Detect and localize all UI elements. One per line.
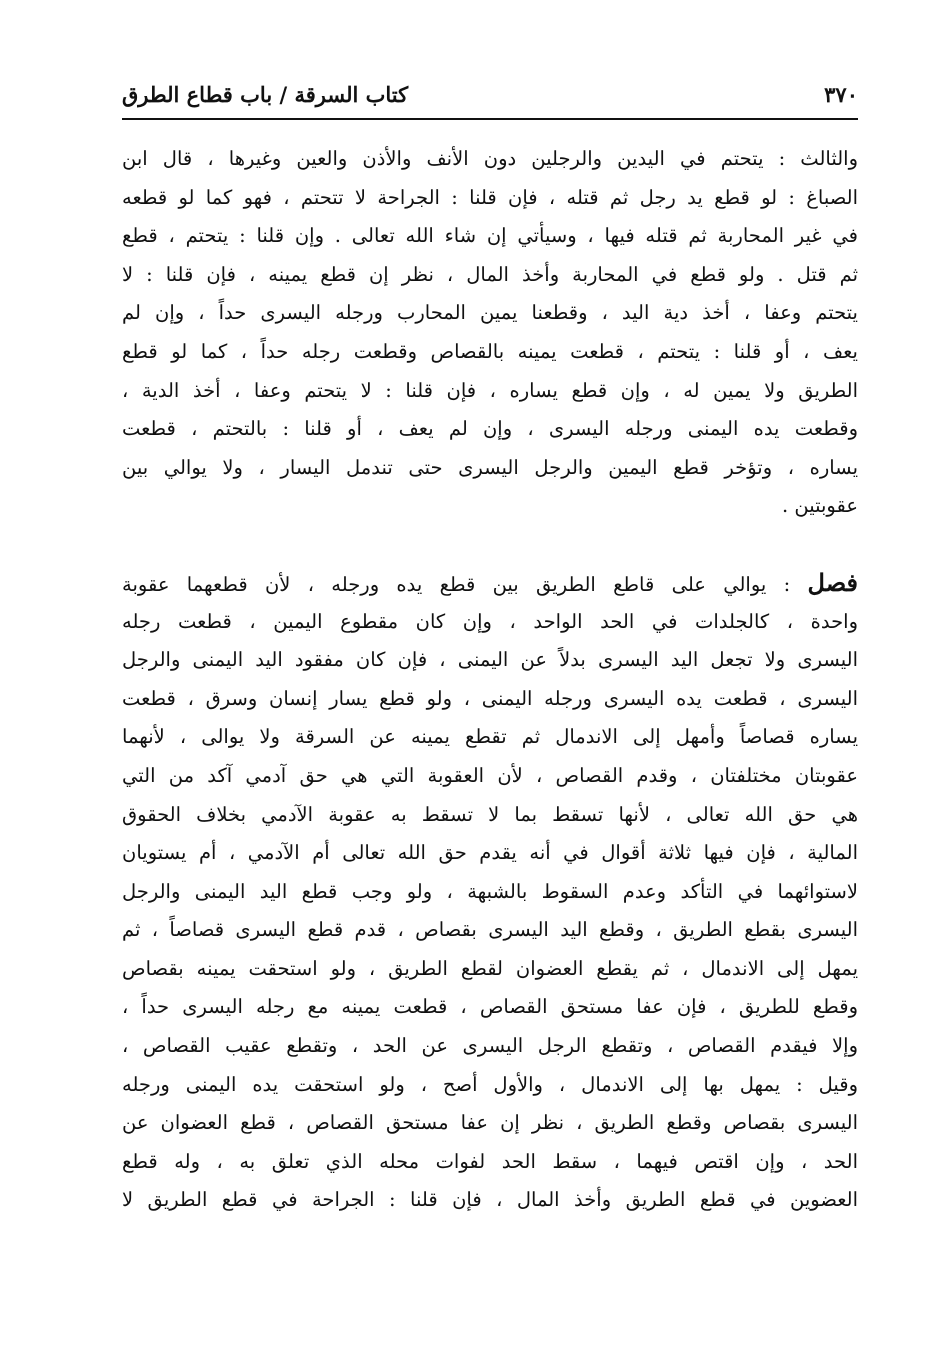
text-line-first [122,564,858,603]
text-line: يمهل إلى الاندمال ، ثم يقطع العضوان لقطع الطريق ، ولو استحقت يمينه بقصاص [122,956,858,980]
text-line: يساره قصاصاً وأمهل إلى الاندمال ثم تقطع يمينه عن السرقة ولا يوالى ، لأنهما [122,725,858,749]
text-line: الطريق ولا يمين له ، وإن قطع يساره ، فإن قلنا : لا يتحتم وعفا ، أخذ الدية ، [122,378,858,402]
section-heading-word: فصل [807,567,858,597]
header-divider [122,118,858,120]
text-line: عقوبتان مختلفتان ، وقدم القصاص ، لأن العقوبة التي هي حق آدمي آكد من التي [122,763,858,787]
text-line: واحدة ، كالجلدات في الحد الواحد ، وإن كان مقطوع اليمين ، قطعت رجله [122,609,858,633]
text-line: وقطعت يده اليمنى ورجله اليسرى ، وإن لم يعف ، أو قلنا : بالتحتم ، قطعت [122,417,858,441]
page-number: ٣٧٠ [824,82,858,107]
text-line: الحد ، وإن اقتص فيهما ، سقط الحد لفوات محله الذي تعلق به ، وله قطع [122,1149,858,1173]
text-line: اليسرى ولا تجعل اليد اليسرى بدلاً عن اليمنى ، فإن كان مفقود اليد اليمنى والرجل [122,648,858,672]
first-line-text: : يوالي على قاطع الطريق بين قطع يده ورجله ، لأن قطعهما عقوبة [122,572,808,596]
text-line: عقوبتين . [781,494,858,518]
text-line: المالية ، فإن فيها ثلاثة أقوال في أنه يقدم حق الله تعالى أم الآدمي ، أم يستويان [122,841,858,865]
text-line: الصباغ : لو قطع يد رجل ثم قتله ، فإن قلنا : الجراحة لا تتحتم ، فهو كما لو قطعه [122,185,858,209]
text-line: لاستوائهما في التأكد وعدم السقوط بالشبهة ، ولو وجب قطع اليد اليمنى والرجل [122,879,858,903]
text-line: وإلا فيقدم القصاص ، وتقطع الرجل اليسرى عن الحد ، وتقطع عقيب القصاص ، [122,1034,858,1058]
text-line: يعف ، أو قلنا : يتحتم ، قطعت يمينه بالقصاص وقطعت رجله حداً ، كما لو قطع [122,339,858,363]
text-line: اليسرى بقطع الطريق ، وقطع اليد اليسرى بقصاص ، قدم قطع اليسرى قصاصاً ، ثم [122,918,858,942]
text-line: وقطع للطريق ، فإن عفا مستحق القصاص ، قطعت يمينه مع رجله اليسرى حداً ، [122,995,858,1019]
text-line: والثالث : يتحتم في اليدين والرجلين دون الأنف والأذن والعين وغيرها ، قال ابن [122,147,858,170]
paragraph-spacer [122,526,858,564]
running-header-title: كتاب السرقة / باب قطاع الطرق [122,82,409,107]
text-line: اليسرى بقصاص وقطع الطريق ، نظر إن عفا مستحق القصاص ، قطع العضوان عن [122,1111,858,1135]
text-line: يساره ، وتؤخر قطع اليمين والرجل اليسرى حتى تندمل اليسار ، ولا يوالي بين [122,455,858,479]
text-line: ثم قتل . ولو قطع في المحاربة وأخذ المال ، نظر إن قطع يمينه ، فإن قلنا : لا [122,262,858,286]
body-text [122,140,858,1220]
text-line: اليسرى ، قطعت يده اليسرى ورجله اليمنى ، ولو قطع يسار إنسان وسرق ، قطعت [122,686,858,710]
paragraph-2 [122,564,858,1220]
paragraph-1 [122,140,858,526]
text-line: يتحتم وعفا ، أخذ دية اليد ، وقطعنا يمين المحارب ورجله اليسرى حداً ، وإن لم [122,301,858,325]
page-header [122,82,858,116]
text-line: وقيل : يمهل بها إلى الاندمال ، والأول أصح ، ولو استحقت يده اليمنى ورجله [122,1072,858,1096]
text-line: العضوين في قطع الطريق وأخذ المال ، فإن قلنا : الجراحة في قطع الطريق لا [122,1188,858,1212]
text-line: في غير المحاربة ثم قتله فيها ، وسيأتي إن شاء الله تعالى . وإن قلنا : يتحتم ، قطع [122,224,858,248]
text-line: هي حق الله تعالى ، لأنها تسقط بما لا تسقط به عقوبة الآدمي بخلاف الحقوق [122,802,858,826]
